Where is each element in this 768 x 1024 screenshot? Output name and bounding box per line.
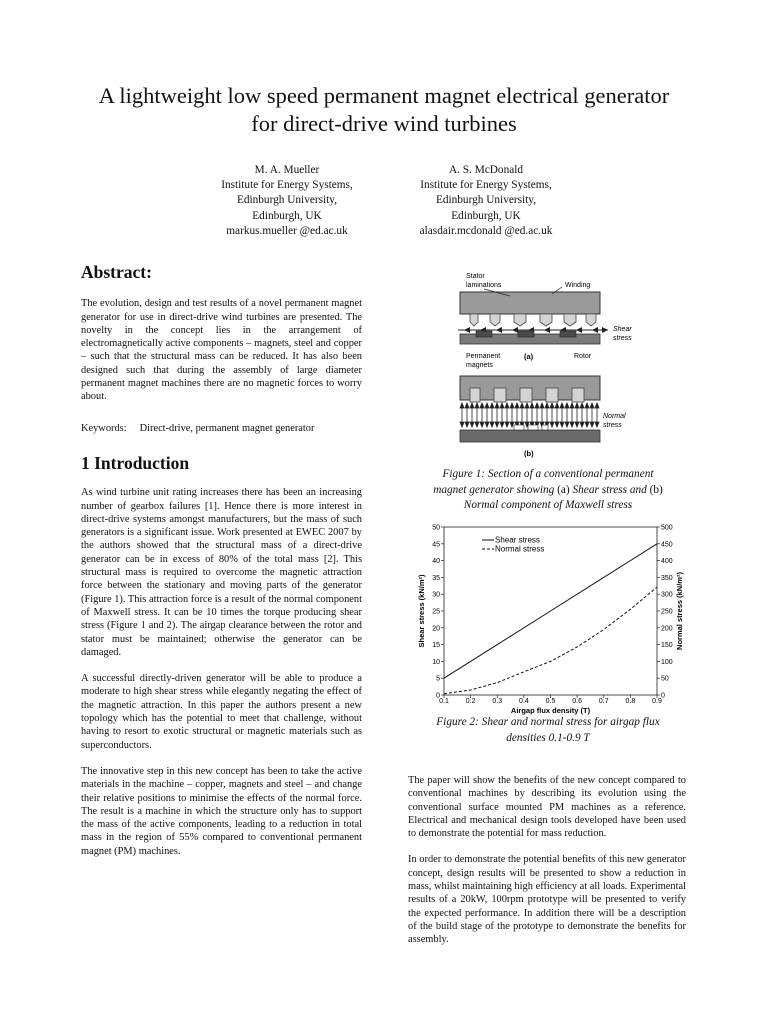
normal-arrow-head-down bbox=[555, 422, 559, 427]
y2-tick-label: 400 bbox=[661, 558, 673, 566]
normal-arrow-head-down bbox=[465, 422, 469, 427]
figure-1-diagram bbox=[440, 268, 660, 464]
normal-arrow-head-up bbox=[575, 403, 579, 408]
normal-arrow-head-up bbox=[525, 403, 529, 408]
figure-1-caption bbox=[396, 467, 700, 514]
normal-arrow-head-up bbox=[570, 403, 574, 408]
permanent-magnets bbox=[476, 331, 576, 337]
title-line-2: for direct-drive wind turbines bbox=[251, 111, 517, 136]
author-email: alasdair.mcdonald @ed.ac.uk bbox=[419, 224, 553, 237]
normal-arrow-head-up bbox=[470, 403, 474, 408]
normal-arrow-head-down bbox=[485, 422, 489, 427]
author-affiliation: Edinburgh University, bbox=[236, 194, 338, 207]
y-tick-label: 40 bbox=[432, 558, 440, 566]
author-name: M. A. Mueller bbox=[254, 164, 320, 176]
body-paragraph: In order to demonstrate the potential benefits of this new generator concept, design results will be presented to show a reduction in mass, whilst maintaining high efficiency at all loads. Experimental results of a 20kW, 100rpm prototype will be presented to verify the expected performance. In addition there will be a description of the build stage of the prototype to demonstrate the benefits for assembly. bbox=[408, 854, 686, 946]
x-tick-label: 0.6 bbox=[572, 698, 582, 705]
stator-teeth bbox=[470, 314, 596, 326]
normal-arrow-head-down bbox=[495, 422, 499, 427]
normal-arrow-head-up bbox=[515, 403, 519, 408]
normal-arrow-head-down bbox=[460, 422, 464, 427]
normal-arrow-head-up bbox=[460, 403, 464, 408]
title-line-1: A lightweight low speed permanent magnet electrical generator bbox=[98, 83, 670, 108]
label-permanent: Permanent bbox=[466, 353, 501, 360]
author-block-1 bbox=[187, 163, 387, 239]
x-tick-label: 0.9 bbox=[652, 698, 662, 705]
fig1-caption-a: (a) bbox=[557, 483, 570, 496]
intro-heading: 1 Introduction bbox=[81, 452, 190, 473]
keywords-text: Direct-drive, permanent magnet generator bbox=[139, 422, 315, 434]
label-shear-stress: stress bbox=[613, 335, 632, 342]
y2-tick-label: 50 bbox=[661, 675, 669, 683]
normal-arrow-head-up bbox=[535, 403, 539, 408]
rotor-b bbox=[460, 430, 600, 442]
normal-arrow-head-up bbox=[500, 403, 504, 408]
author-block-2 bbox=[386, 163, 586, 239]
figure-2-chart bbox=[414, 521, 690, 717]
normal-arrow-head-down bbox=[580, 422, 584, 427]
y2-tick-label: 0 bbox=[661, 692, 665, 700]
y-tick-label: 35 bbox=[432, 574, 440, 582]
normal-arrow-head-up bbox=[485, 403, 489, 408]
normal-arrow-head-up bbox=[465, 403, 469, 408]
y-tick-label: 45 bbox=[432, 541, 440, 549]
fig2-caption-line2: densities 0.1-0.9 T bbox=[506, 731, 590, 744]
y2-tick-label: 350 bbox=[661, 574, 673, 582]
normal-arrow-head-down bbox=[585, 422, 589, 427]
x-tick-label: 0.3 bbox=[492, 698, 503, 705]
label-rotor: Rotor bbox=[574, 353, 592, 360]
normal-stress-arrows bbox=[460, 403, 599, 427]
y2-tick-label: 150 bbox=[661, 642, 673, 650]
x-tick-label: 0.1 bbox=[439, 698, 449, 705]
author-email: markus.mueller @ed.ac.uk bbox=[226, 224, 348, 237]
author-city: Edinburgh, UK bbox=[252, 209, 322, 222]
normal-arrow-head-down bbox=[505, 422, 509, 427]
y2-tick-label: 300 bbox=[661, 591, 673, 599]
normal-arrow-head-up bbox=[595, 403, 599, 408]
y2-tick-label: 250 bbox=[661, 608, 673, 616]
normal-arrow-head-up bbox=[585, 403, 589, 408]
y2-tick-label: 100 bbox=[661, 658, 673, 666]
normal-arrow-head-up bbox=[565, 403, 569, 408]
y-tick-label: 20 bbox=[432, 625, 440, 633]
normal-arrow-head-down bbox=[570, 422, 574, 427]
fig1-caption-p2: magnet generator showing bbox=[433, 483, 558, 496]
x-tick-label: 0.2 bbox=[465, 698, 476, 705]
x-tick-label: 0.5 bbox=[545, 698, 556, 705]
label-winding: Winding bbox=[565, 282, 591, 289]
normal-arrow-head-down bbox=[595, 422, 599, 427]
normal-arrow-head-up bbox=[530, 403, 534, 408]
normal-arrow-head-up bbox=[520, 403, 524, 408]
normal-arrow-head-down bbox=[550, 422, 554, 427]
normal-arrow-head-up bbox=[540, 403, 544, 408]
normal-arrow-head-up bbox=[480, 403, 484, 408]
normal-arrow-head-up bbox=[590, 403, 594, 408]
y-tick-label: 30 bbox=[432, 591, 440, 599]
label-stator: Stator bbox=[466, 273, 485, 280]
keywords bbox=[81, 422, 362, 435]
normal-arrow-head-up bbox=[475, 403, 479, 408]
y-tick-label: 5 bbox=[436, 675, 440, 683]
x-tick-label: 0.7 bbox=[598, 698, 609, 705]
label-shear: Shear bbox=[613, 326, 632, 333]
author-affiliation: Edinburgh University, bbox=[435, 194, 537, 207]
y-tick-label: 0 bbox=[436, 692, 440, 700]
y-tick-label: 10 bbox=[432, 658, 440, 666]
label-laminations: laminations bbox=[466, 282, 502, 289]
normal-arrow-head-up bbox=[505, 403, 509, 408]
intro-paragraph: The innovative step in this new concept has been to take the active materials in the machine – copper, magnets and steel – and change their relative positions to minimise the effects of the normal force. The result is a machine in which the structure only has to support the mass of the active components, leading to a reduction in total mass in the region of 55% compared to conventional permanent magnet (PM) machines. bbox=[81, 765, 362, 857]
normal-arrow-head-down bbox=[575, 422, 579, 427]
normal-arrow-head-up bbox=[555, 403, 559, 408]
label-magnets: magnets bbox=[466, 362, 493, 369]
intro-paragraph: As wind turbine unit rating increases there has been an increasing number of gearbox failures [1]. Hence there is more interest in direct-drive systems amongst manufacturers, but the mass of such generators is a significant issue. Work presented at EWEC 2007 by the authors showed that the structural mass of a direct-drive generator can be in excess of 80% of the total mass [2]. This structural mass is required to overcome the magnetic attraction force between the stationary and moving parts of the generator (Figure 1). This attraction force is a result of the normal component of Maxwell stress. It can be 10 times the torque producing shear stress (Figure 1 and 2). The airgap clearance between the rotor and stator must be maintained; otherwise the generator can be damaged. bbox=[81, 487, 362, 658]
y-tick-label: 15 bbox=[432, 642, 440, 650]
legend-label: Shear stress bbox=[495, 535, 540, 545]
normal-arrow-head-up bbox=[545, 403, 549, 408]
keywords-label: Keywords: bbox=[81, 422, 127, 434]
body-paragraph: The paper will show the benefits of the new concept compared to conventional machines by describing its evolution using the conventional surface mounted PM machines as a reference. Electrical and mechanical design tools developed have been used to demonstrate the potential for mass reduction. bbox=[408, 775, 686, 840]
label-b: (b) bbox=[524, 449, 534, 458]
normal-arrow-head-down bbox=[565, 422, 569, 427]
fig1-caption-line3: Normal component of Maxwell stress bbox=[463, 499, 633, 511]
normal-arrow-head-up bbox=[495, 403, 499, 408]
figure-2-caption bbox=[396, 715, 700, 746]
legend-label: Normal stress bbox=[495, 544, 545, 554]
normal-arrow-head-down bbox=[560, 422, 564, 427]
normal-arrow-head-up bbox=[580, 403, 584, 408]
permanent-magnets-b bbox=[514, 425, 548, 430]
label-a: (a) bbox=[524, 352, 534, 361]
y-axis-label: Shear stress (kN/m²) bbox=[417, 574, 426, 648]
x-tick-label: 0.4 bbox=[519, 698, 529, 705]
label-normal: Normal bbox=[603, 413, 626, 420]
normal-arrow-head-up bbox=[560, 403, 564, 408]
author-affiliation: Institute for Energy Systems, bbox=[420, 179, 552, 192]
fig2-caption-line1: Figure 2: Shear and normal stress for airgap flux bbox=[436, 716, 660, 728]
normal-arrow-head-down bbox=[480, 422, 484, 427]
normal-arrow-head-down bbox=[510, 422, 514, 427]
normal-arrow-head-down bbox=[490, 422, 494, 427]
author-affiliation: Institute for Energy Systems, bbox=[221, 179, 353, 192]
fig1-caption-b: (b) bbox=[649, 483, 663, 496]
y-tick-label: 25 bbox=[432, 608, 440, 616]
normal-arrow-head-down bbox=[500, 422, 504, 427]
stator-lamination bbox=[460, 292, 600, 314]
author-city: Edinburgh, UK bbox=[451, 209, 521, 222]
shear-stress-line bbox=[444, 544, 657, 678]
y2-tick-label: 450 bbox=[661, 541, 673, 549]
y2-axis-label: Normal stress (kN/m²) bbox=[675, 572, 684, 650]
normal-arrow-head-down bbox=[475, 422, 479, 427]
normal-arrow-head-up bbox=[550, 403, 554, 408]
normal-arrow-head-down bbox=[590, 422, 594, 427]
paper-title bbox=[40, 82, 728, 138]
fig1-caption-p3: Shear stress and bbox=[569, 483, 650, 496]
normal-arrow-head-down bbox=[470, 422, 474, 427]
right-column bbox=[408, 774, 686, 960]
normal-arrow-head-up bbox=[510, 403, 514, 408]
normal-stress-line bbox=[444, 587, 657, 694]
normal-arrow-head-up bbox=[490, 403, 494, 408]
left-column bbox=[81, 262, 362, 871]
y-tick-label: 50 bbox=[432, 524, 440, 532]
x-tick-label: 0.8 bbox=[625, 698, 636, 705]
y2-tick-label: 200 bbox=[661, 625, 673, 633]
abstract-text: The evolution, design and test results of a novel permanent magnet generator for use in direct-drive wind turbines are presented. The novelty in the concept lies in the arrangement of electromagnetically active components – magnets, steel and copper – such that the structural mass can be reduced. It has also been designed such that during the assembly of large diameter permanent magnet machines there are no magnetic forces to worry about. bbox=[81, 298, 362, 403]
y2-tick-label: 500 bbox=[661, 524, 673, 532]
author-name: A. S. McDonald bbox=[448, 164, 524, 176]
intro-paragraph: A successful directly-driven generator will be able to produce a moderate to high shear stress while elegantly negating the effect of the magnetic attraction. In this paper the authors present a new topology which has the potential to meet that challenge, without having to resort to exotic structural or magnetic materials such as superconductors. bbox=[81, 673, 362, 751]
x-axis-label: Airgap flux density (T) bbox=[510, 706, 591, 715]
label-normal-stress: stress bbox=[603, 422, 622, 429]
abstract-heading: Abstract: bbox=[81, 262, 152, 282]
fig1-caption-line1: Figure 1: Section of a conventional permanent bbox=[442, 468, 654, 480]
